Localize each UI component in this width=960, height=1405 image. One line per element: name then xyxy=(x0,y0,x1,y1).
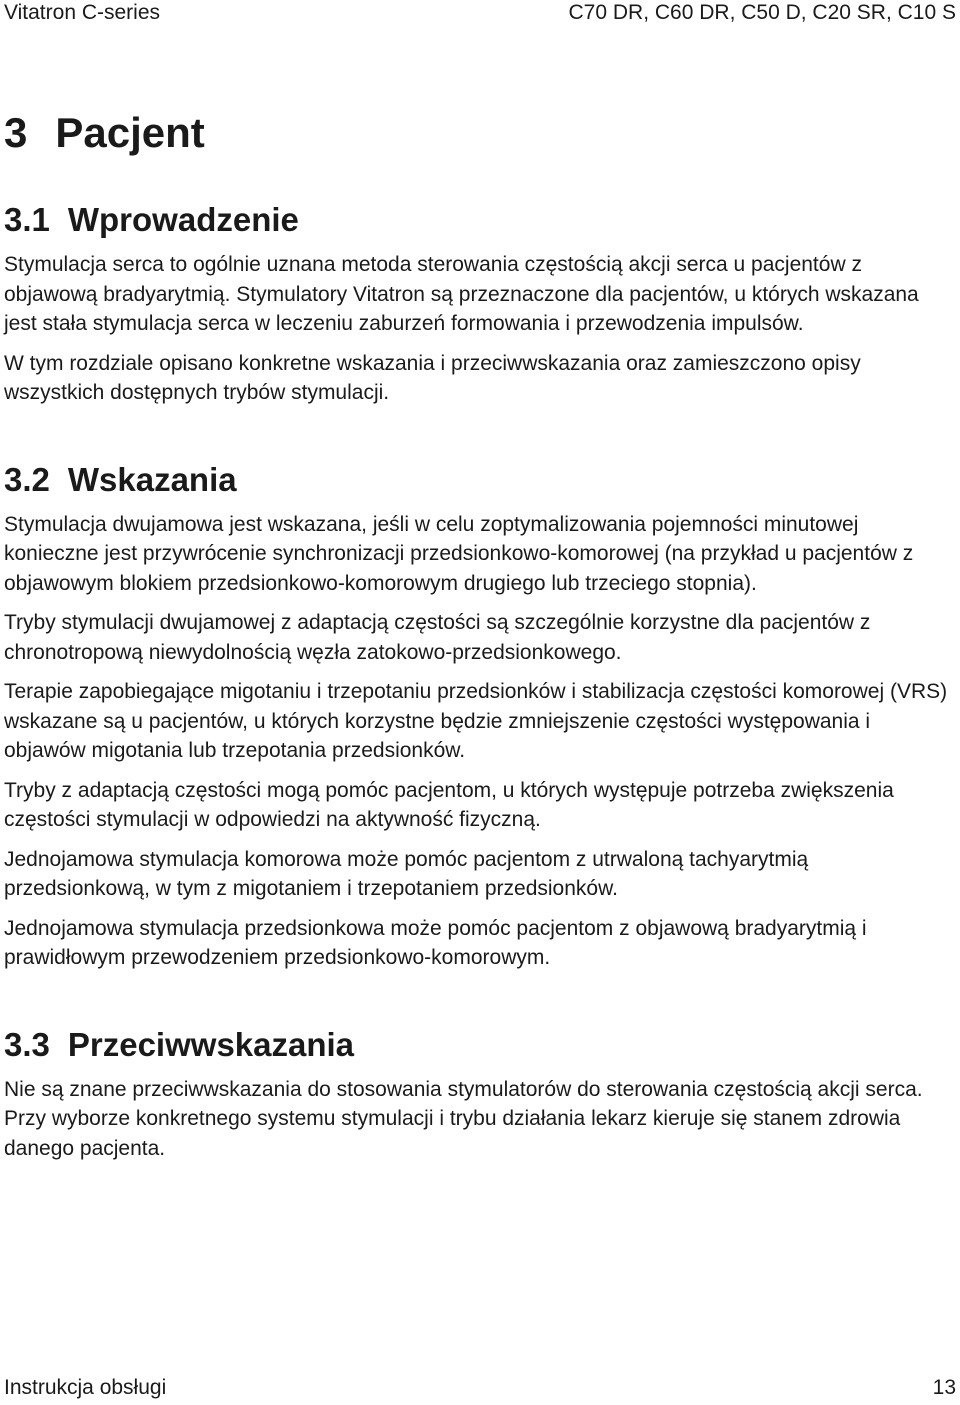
page-number: 13 xyxy=(932,1376,956,1399)
paragraph: Terapie zapobiegające migotaniu i trzepotaniu przedsionków i stabilizacja częstości komorowej (VRS) wskazane są u pacjentów, u których korzystne będzie zmniejszenie częstości występowania i objawów migotania lub trzepotania przedsionków. xyxy=(4,680,948,762)
section-number: 3.2 xyxy=(4,460,50,498)
paragraph: Stymulacja serca to ogólnie uznana metoda sterowania częstością akcji serca u pacjentów z objawową bradyarytmią. Stymulatory Vitatron są przeznaczone dla pacjentów, u których wskazana jest stała stymulacja serca w leczeniu zaburzeń formowania i przewodzenia impulsów. xyxy=(4,253,919,335)
section-heading xyxy=(4,200,956,240)
section-heading xyxy=(4,1025,956,1065)
chapter-number: 3 xyxy=(4,109,28,156)
section-heading xyxy=(4,460,956,500)
section-indications xyxy=(4,460,956,973)
running-footer xyxy=(4,1374,956,1402)
paragraph: Tryby z adaptacją częstości mogą pomóc pacjentom, u których występuje potrzeba zwiększenia częstości stymulacji w odpowiedzi na aktywność fizyczną. xyxy=(4,778,894,831)
paragraph: Tryby stymulacji dwujamowej z adaptacją częstości są szczególnie korzystne dla pacjentów z chronotropową niewydolnością węzła zatokowo-przedsionkowego. xyxy=(4,611,871,664)
paragraph: Nie są znane przeciwwskazania do stosowania stymulatorów do sterowania częstością akcji serca. Przy wyborze konkretnego systemu stymulacji i trybu działania lekarz kieruje się stanem zdrowia danego pacjenta. xyxy=(4,1077,923,1160)
section-introduction xyxy=(4,200,956,408)
header-model-list: C70 DR, C60 DR, C50 D, C20 SR, C10 S xyxy=(568,1,956,24)
section-title: Przeciwwskazania xyxy=(67,1025,355,1063)
header-product-name: Vitatron C-series xyxy=(4,1,161,24)
section-title: Wprowadzenie xyxy=(67,201,299,238)
paragraph: Jednojamowa stymulacja przedsionkowa może pomóc pacjentom z objawową bradyarytmią i prawidłowym przewodzeniem przedsionkowo-komorowym. xyxy=(4,916,867,969)
chapter-title: Pacjent xyxy=(55,109,205,156)
section-number: 3.1 xyxy=(4,201,50,238)
section-number: 3.3 xyxy=(4,1025,50,1063)
paragraph: W tym rozdziale opisano konkretne wskazania i przeciwwskazania oraz zamieszczono opisy wszystkich dostępnych trybów stymulacji. xyxy=(4,351,861,404)
running-header xyxy=(4,0,956,26)
page-content xyxy=(4,108,956,1215)
chapter-heading xyxy=(4,108,956,158)
paragraph: Jednojamowa stymulacja komorowa może pomóc pacjentom z utrwaloną tachyarytmią przedsionkową, w tym z migotaniem i trzepotaniem przedsionków. xyxy=(4,847,809,900)
paragraph: Stymulacja dwujamowa jest wskazana, jeśli w celu zoptymalizowania pojemności minutowej konieczne jest przywrócenie synchronizacji przedsionkowo-komorowej (na przykład u pacjentów z objawowym blokiem przedsionkowo-komorowym drugiego lub trzeciego stopnia). xyxy=(4,512,914,595)
footer-manual-title: Instrukcja obsługi xyxy=(4,1376,167,1399)
section-title: Wskazania xyxy=(67,460,237,498)
section-contraindications xyxy=(4,1025,956,1164)
